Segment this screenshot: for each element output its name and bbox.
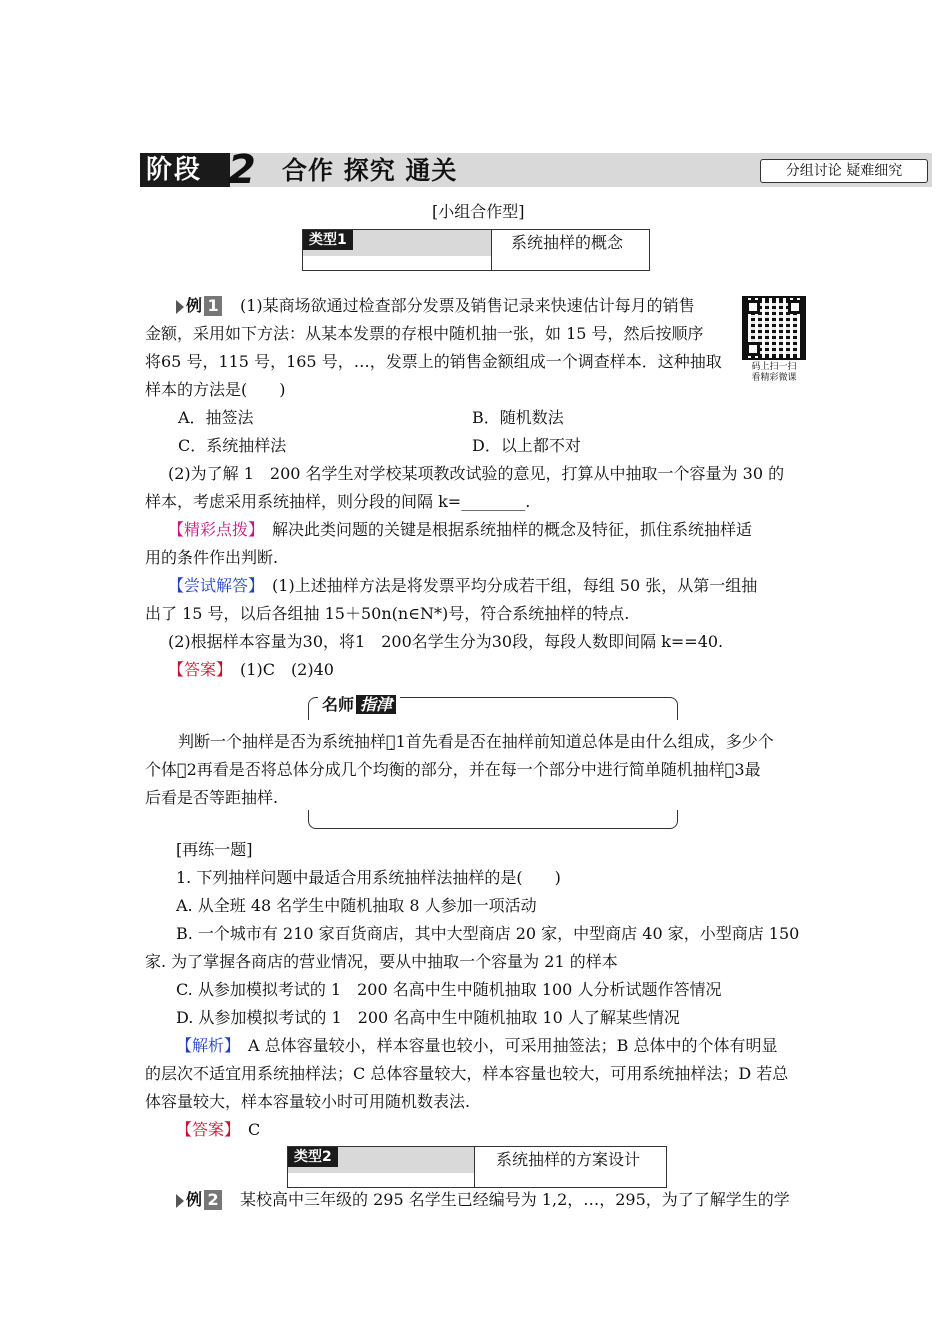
tip-frame-bottom — [308, 810, 678, 829]
type2-divider — [474, 1147, 475, 1187]
option-d: D．以上都不对 — [472, 436, 581, 455]
type2-title: 系统抽样的方案设计 — [496, 1150, 641, 1169]
tip-label-text: 名师 — [322, 695, 355, 714]
qr-caption-1: 码上扫一扫 — [751, 362, 797, 372]
practice-option-b-2: 家. 为了掌握各商店的营业情况，要从中抽取一个容量为 21 的样本 — [145, 952, 618, 971]
answer2-tag: 【答案】 — [176, 1120, 233, 1139]
option-b: B．随机数法 — [472, 408, 564, 427]
tip-line-3: 后看是否等距抽样. — [145, 788, 279, 807]
hint-line-2: 用的条件作出判断. — [145, 548, 279, 567]
practice-option-a: A. 从全班 48 名学生中随机抽取 8 人参加一项活动 — [176, 896, 537, 915]
stage-number: 2 — [228, 147, 256, 193]
example2-line-1: 某校高中三年级的 295 名学生已经编号为 1,2，…，295，为了了解学生的学 — [240, 1190, 790, 1209]
example1-tag-text: 例 — [186, 296, 203, 315]
example2-num: 2 — [204, 1190, 222, 1210]
solve-text-1: (1)上述抽样方法是将发票平均分成若干组，每组 50 张，从第一组抽 — [272, 576, 758, 595]
example1-line-1: (1)某商场欲通过检查部分发票及销售记录来快速估计每月的销售 — [240, 296, 695, 315]
answer1-text: (1)C (2)40 — [240, 660, 334, 679]
answer1-tag: 【答案】 — [168, 660, 225, 679]
option-a: A．抽签法 — [178, 408, 254, 427]
option-c: C．系统抽样法 — [178, 436, 287, 455]
answer2-line — [176, 1120, 260, 1140]
analysis-tag: 【解析】 — [176, 1036, 233, 1055]
hint-text-1: 解决此类问题的关键是根据系统抽样的概念及特征，抓住系统抽样适 — [272, 520, 753, 539]
qr-code-icon[interactable] — [742, 296, 806, 360]
answer1-line — [168, 660, 334, 680]
stage-label: 阶段 — [140, 153, 230, 187]
practice-option-d: D. 从参加模拟考试的 1 200 名高中生中随机抽取 10 人了解某些情况 — [176, 1008, 680, 1027]
example1-tag — [176, 296, 222, 316]
qr-caption-2: 看精彩微课 — [751, 373, 797, 383]
hint-line-1 — [168, 520, 752, 540]
tip-line-1: 判断一个抽样是否为系统抽样：̣1首先看是否在抽样前知道总体是由什么组成，多少个 — [178, 732, 774, 751]
stage-subtitle-badge: 分组讨论 疑难细究 — [760, 159, 928, 183]
analysis-text-1: A 总体容量较小，样本容量也较小，可采用抽签法；B 总体中的个体有明显 — [248, 1036, 778, 1055]
answer2-text: C — [248, 1120, 261, 1139]
tip-label — [318, 694, 400, 716]
solve-line-1 — [168, 576, 757, 596]
practice-option-b-1: B. 一个城市有 210 家百货商店，其中大型商店 20 家，中型商店 40 家，小型商店 150 — [176, 924, 800, 943]
tip-label-inverted: 指津 — [356, 695, 396, 714]
type1-box — [302, 229, 650, 271]
type1-tag: 类型1 — [303, 230, 353, 250]
section-label: [小组合作型] — [432, 202, 525, 221]
solve-line-3: (2)根据样本容量为30，将1 200名学生分为30段，每段人数即间隔 k==40. — [168, 632, 724, 651]
type1-title: 系统抽样的概念 — [511, 233, 624, 252]
practice-option-c: C. 从参加模拟考试的 1 200 名高中生中随机抽取 100 人分析试题作答情况 — [176, 980, 722, 999]
example1-part2-line-1: (2)为了解 1 200 名学生对学校某项教改试验的意见，打算从中抽取一个容量为 30 的 — [168, 464, 785, 483]
hint-tag: 【精彩点拨】 — [168, 520, 257, 539]
triangle-icon — [176, 1194, 184, 1208]
analysis-line-2: 的层次不适宜用系统抽样法；C 总体容量较大，样本容量也较大，可用系统抽样法；D 若总 — [145, 1064, 789, 1083]
example1-part2-line-2: 样本，考虑采用系统抽样，则分段的间隔 k=________. — [145, 492, 531, 511]
type2-tag: 类型2 — [288, 1147, 338, 1167]
solve-line-2: 出了 15 号，以后各组抽 15＋50n(n∈N*)号，符合系统抽样的特点. — [145, 604, 630, 623]
example1-line-3: 将65 号，115 号，165 号，…，发票上的销售金额组成一个调查样本．这种抽取 — [145, 352, 722, 371]
example1-line-2: 金额，采用如下方法：从某本发票的存根中随机抽一张，如 15 号，然后按顺序 — [145, 324, 704, 343]
example2-tag — [176, 1190, 222, 1210]
example1-num: 1 — [204, 296, 222, 316]
practice-question: 1. 下列抽样问题中最适合用系统抽样法抽样的是( ) — [176, 868, 561, 887]
analysis-line-3: 体容量较大，样本容量较小时可用随机数表法. — [145, 1092, 471, 1111]
solve-tag: 【尝试解答】 — [168, 576, 257, 595]
type1-divider — [491, 230, 492, 270]
analysis-line-1 — [176, 1036, 778, 1056]
type2-box — [287, 1146, 667, 1188]
example1-line-4: 样本的方法是( ) — [145, 380, 286, 399]
practice-label: [再练一题] — [176, 840, 253, 859]
tip-line-2: 个体；̣2再看是否将总体分成几个均衡的部分，并在每一个部分中进行简单随机抽样；̣3最 — [145, 760, 761, 779]
stage-title: 合作 探究 通关 — [282, 156, 458, 185]
triangle-icon — [176, 300, 184, 314]
example2-tag-text: 例 — [186, 1190, 203, 1209]
